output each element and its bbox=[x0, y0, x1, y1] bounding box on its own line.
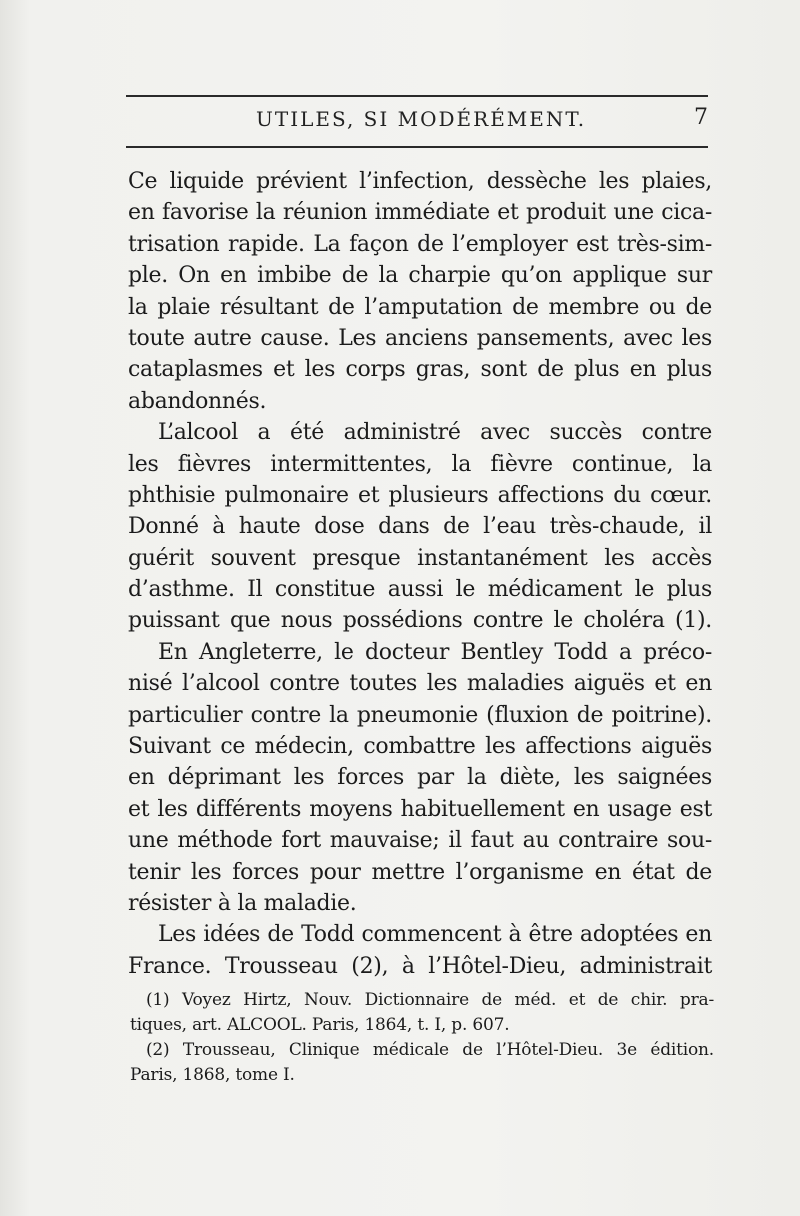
body-line: Suivant ce médecin, combattre les affections aiguës bbox=[128, 734, 712, 760]
body-line: d’asthme. Il constitue aussi le médicament le plus bbox=[128, 577, 712, 603]
body-line: une méthode fort mauvaise; il faut au contraire sou- bbox=[128, 828, 712, 854]
body-text bbox=[128, 166, 712, 982]
body-line: En Angleterre, le docteur Bentley Todd a préco- bbox=[158, 639, 712, 665]
body-line: et les différents moyens habituellement en usage est bbox=[128, 796, 712, 822]
body-line: résister à la maladie. bbox=[128, 890, 357, 916]
footnote-line: (2) Trousseau, Clinique médicale de l’Hôtel-Dieu. 3e édition. bbox=[146, 1040, 714, 1060]
header-rule-top bbox=[126, 95, 708, 97]
body-line: les fièvres intermittentes, la fièvre continue, la bbox=[128, 451, 712, 477]
body-line: nisé l’alcool contre toutes les maladies aiguës et en bbox=[128, 671, 712, 697]
body-line: en favorise la réunion immédiate et produit une cica- bbox=[128, 200, 712, 226]
body-line: trisation rapide. La façon de l’employer est très-sim- bbox=[128, 231, 712, 257]
body-line: France. Trousseau (2), à l’Hôtel-Dieu, administrait bbox=[128, 953, 712, 979]
body-line: puissant que nous possédions contre le choléra (1). bbox=[128, 608, 712, 634]
body-line: cataplasmes et les corps gras, sont de plus en plus bbox=[128, 357, 712, 383]
running-head: UTILES, SI MODÉRÉMENT. bbox=[256, 107, 587, 131]
footnote-line: (1) Voyez Hirtz, Nouv. Dictionnaire de méd. et de chir. pra- bbox=[146, 990, 714, 1010]
body-line: Ce liquide prévient l’infection, dessèche les plaies, bbox=[128, 169, 712, 194]
body-line: en déprimant les forces par la diète, les saignées bbox=[128, 765, 712, 791]
body-line: phthisie pulmonaire et plusieurs affections du cœur. bbox=[128, 482, 712, 508]
body-line: Donné à haute dose dans de l’eau très-chaude, il bbox=[128, 514, 712, 540]
body-line: toute autre cause. Les anciens pansements, avec les bbox=[128, 325, 712, 351]
footnotes bbox=[130, 988, 714, 1088]
body-line: tenir les forces pour mettre l’organisme en état de bbox=[128, 859, 712, 885]
header-rule-bottom bbox=[126, 146, 708, 148]
body-line: abandonnés. bbox=[128, 388, 267, 414]
page-number: 7 bbox=[694, 105, 708, 130]
footnote-line: tiques, art. ALCOOL. Paris, 1864, t. I, p. 607. bbox=[130, 1015, 510, 1035]
body-line: particulier contre la pneumonie (fluxion de poitrine). bbox=[128, 702, 712, 728]
footnote-line: Paris, 1868, tome I. bbox=[130, 1065, 295, 1085]
body-line: L’alcool a été administré avec succès contre bbox=[158, 420, 712, 446]
body-line: la plaie résultant de l’amputation de membre ou de bbox=[128, 294, 712, 320]
body-line: Les idées de Todd commencent à être adoptées en bbox=[158, 922, 712, 948]
body-line: guérit souvent presque instantanément les accès bbox=[128, 545, 712, 571]
body-line: ple. On en imbibe de la charpie qu’on applique sur bbox=[128, 263, 712, 289]
